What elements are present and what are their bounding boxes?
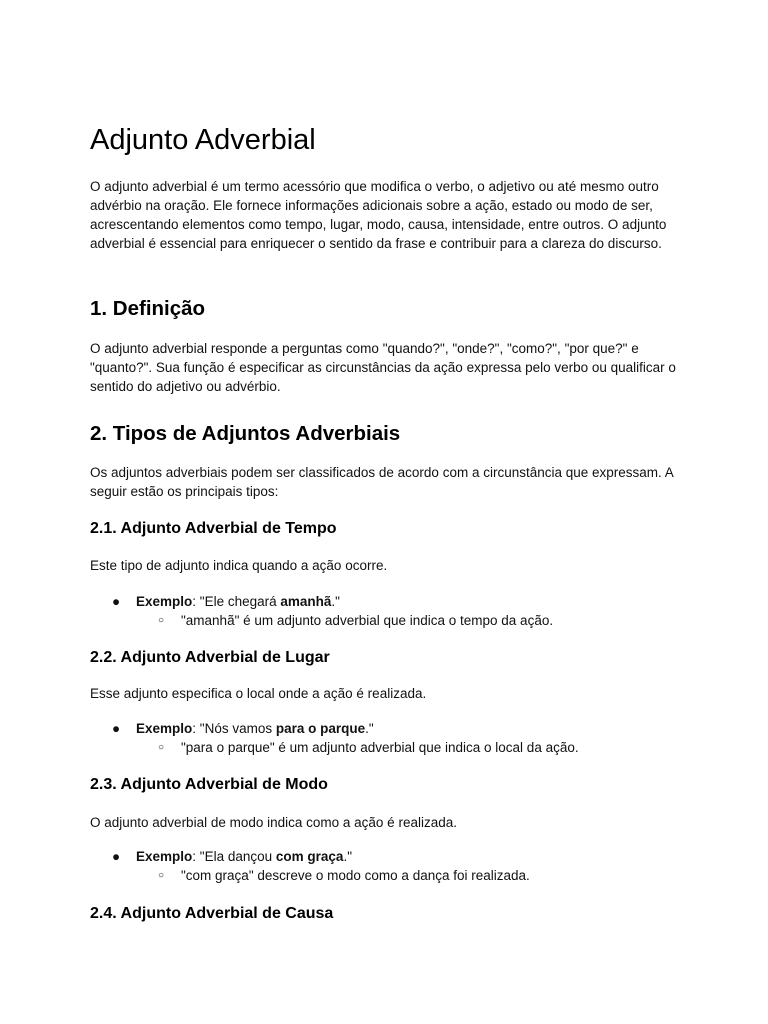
section-heading-tipos: 2. Tipos de Adjuntos Adverbiais bbox=[90, 422, 401, 445]
example-bold-term: amanhã bbox=[280, 594, 332, 609]
definicao-paragraph: O adjunto adverbial responde a perguntas como "quando?", "onde?", "como?", "por que?" e "quanto?". Sua função é especificar as circunstâncias da ação expressa pelo verbo ou qualificar o sentido do adjetivo ou advérbio. bbox=[90, 341, 676, 394]
modo-paragraph: O adjunto adverbial de modo indica como a ação é realizada. bbox=[90, 815, 457, 830]
example-label: Exemplo bbox=[136, 849, 193, 864]
subsection-heading-modo: 2.3. Adjunto Adverbial de Modo bbox=[90, 776, 328, 793]
section-heading-definicao: 1. Definição bbox=[90, 297, 206, 320]
example-item bbox=[136, 592, 340, 611]
example-text-end: ." bbox=[365, 721, 374, 736]
subsection-heading-lugar: 2.2. Adjunto Adverbial de Lugar bbox=[90, 649, 330, 666]
example-text-end: ." bbox=[331, 594, 340, 609]
bullet-icon: ● bbox=[112, 721, 121, 736]
example-label: Exemplo bbox=[136, 594, 193, 609]
sub-bullet-icon: ○ bbox=[158, 615, 165, 626]
lugar-paragraph: Esse adjunto especifica o local onde a ação é realizada. bbox=[90, 686, 427, 701]
example-text-end: ." bbox=[343, 849, 352, 864]
intro-paragraph: O adjunto adverbial é um termo acessório que modifica o verbo, o adjetivo ou até mesmo outro advérbio na oração. Ele fornece informações adicionais sobre a ação, estado ou modo de ser, acrescentando elementos como tempo, lugar, modo, causa, intensidade, entre outros. O adjunto adverbial é essencial para enriquecer o sentido da frase e contribuir para a clareza do discurso. bbox=[90, 179, 667, 251]
bullet-icon: ● bbox=[112, 849, 121, 864]
tipos-paragraph: Os adjuntos adverbiais podem ser classificados de acordo com a circunstância que expressam. A seguir estão os principais tipos: bbox=[90, 465, 674, 499]
explanation-item: "com graça" descreve o modo como a dança foi realizada. bbox=[181, 868, 530, 883]
subsection-heading-causa: 2.4. Adjunto Adverbial de Causa bbox=[90, 905, 334, 922]
example-item bbox=[136, 719, 374, 738]
subsection-heading-tempo: 2.1. Adjunto Adverbial de Tempo bbox=[90, 520, 337, 537]
example-text: : "Ele chegará bbox=[192, 594, 281, 609]
example-text: : "Ela dançou bbox=[192, 849, 276, 864]
example-bold-term: para o parque bbox=[275, 721, 366, 736]
example-text: : "Nós vamos bbox=[192, 721, 276, 736]
explanation-item: "para o parque" é um adjunto adverbial que indica o local da ação. bbox=[181, 740, 579, 755]
example-label: Exemplo bbox=[136, 721, 193, 736]
tempo-paragraph: Este tipo de adjunto indica quando a ação ocorre. bbox=[90, 558, 388, 573]
document-title: Adjunto Adverbial bbox=[90, 124, 316, 156]
bullet-icon: ● bbox=[112, 594, 121, 609]
explanation-item: "amanhã" é um adjunto adverbial que indica o tempo da ação. bbox=[181, 613, 554, 628]
example-bold-term: com graça bbox=[275, 849, 344, 864]
example-item bbox=[136, 847, 352, 866]
sub-bullet-icon: ○ bbox=[158, 870, 165, 881]
sub-bullet-icon: ○ bbox=[158, 742, 165, 753]
